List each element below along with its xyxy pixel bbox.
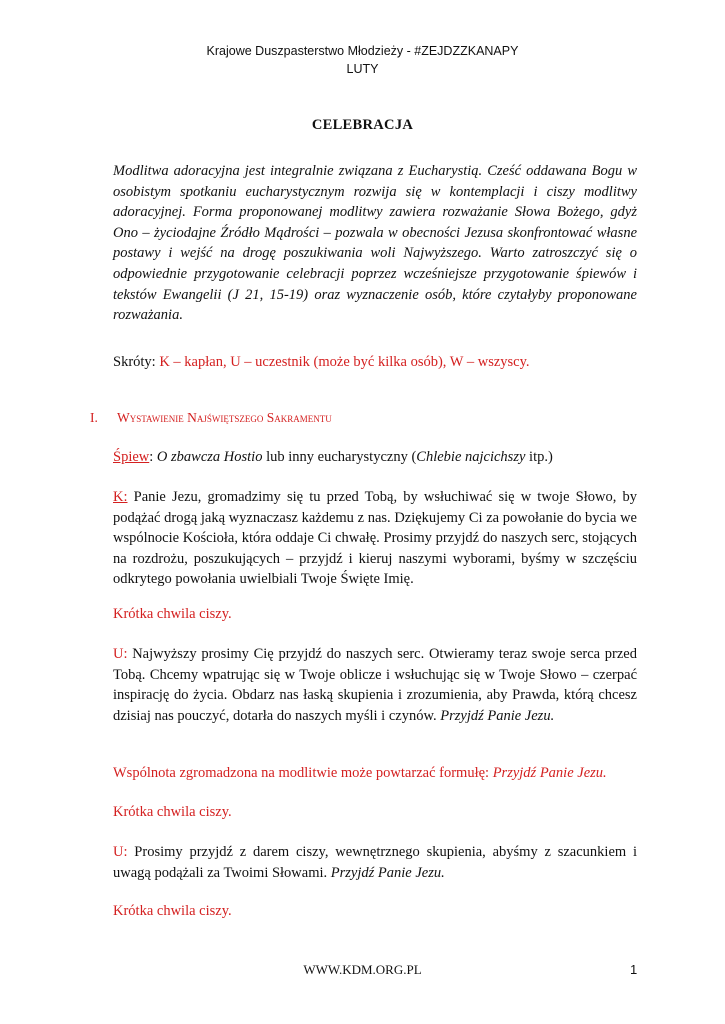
priest-label: K: (113, 489, 128, 505)
song-label: Śpiew (113, 449, 150, 465)
participant-label-2: U: (113, 844, 128, 860)
intro-paragraph: Modlitwa adoracyjna jest integralnie związana z Eucharystią. Cześć oddawana Bogu w osobistym spotkaniu eucharystycznym rozwija się w kontemplacji i ciszy modlitwy adoracyjnej. Forma proponowanej modlitwy zawiera rozważanie Słowa Bożego, gdyż Ono – życiodajne Źródło Mądrości – pozwala w obecności Jezusa skonfrontować własne postawy i wejść na drogę poszukiwania woli Najwyższego. Warto zatroszczyć się o odpowiednie przygotowanie celebracji poprzez wcześniejsze przygotowanie śpiewów i tekstów Ewangelii (J 21, 15-19) oraz wyznaczenie osób, które czytałyby proponowane rozważania. (113, 163, 637, 324)
song-line (113, 447, 637, 468)
participant-prayer-2-text: Prosimy przyjdź z darem ciszy, wewnętrznego skupienia, abyśmy z szacunkiem i uwagą podążali za Twoimi Słowami. (113, 844, 637, 881)
page-title: CELEBRACJA (311, 117, 414, 133)
song-sep: : (149, 449, 157, 465)
priest-prayer (113, 487, 637, 590)
participant-prayer-2-ending: Przyjdź Panie Jezu. (330, 864, 445, 881)
song-title-1: O zbawcza Hostio (156, 449, 263, 465)
abbreviations-text: K – kapłan, U – uczestnik (może być kilka osób), W – wszyscy. (159, 354, 530, 370)
section-number: I. (90, 410, 98, 425)
section-title: Wystawienie Najświętszego Sakramentu (117, 410, 332, 425)
priest-prayer-text: Panie Jezu, gromadzimy się tu przed Tobą, by wsłuchiwać się w twoje Słowo, by podążać drogą jaką wyznaczasz każdemu z nas. Dziękujemy Ci za powołanie do bycia we wspólnocie Kościoła, która oddaje Ci chwałę. Prosimy przyjdź do naszych serc, stojących na rozdrożu, poszukujących – przyjdź i kieruj naszymi wyborami, byśmy w szczęściu odkrytego powołania uwielbiali Twoje Święte Imię. (113, 489, 637, 588)
participant-label-1: U: (113, 646, 128, 662)
community-note (113, 763, 637, 784)
header-title: Krajowe Duszpasterstwo Młodzieży - #ZEJDZZKANAPY (206, 44, 519, 58)
song-end: itp.) (525, 449, 553, 465)
silence-note-2: Krótka chwila ciszy. (113, 804, 232, 820)
section-heading (90, 410, 332, 426)
abbreviations-label: Skróty: (113, 354, 160, 370)
footer-url: WWW.KDM.ORG.PL (303, 962, 422, 977)
song-title-2: Chlebie najcichszy (416, 449, 526, 465)
silence-note-1: Krótka chwila ciszy. (113, 606, 232, 622)
page-number: 1 (630, 962, 638, 977)
community-note-text: Wspólnota zgromadzona na modlitwie może powtarzać formułę: (113, 765, 493, 781)
silence-note-3: Krótka chwila ciszy. (113, 903, 232, 919)
header-month: LUTY (346, 62, 379, 76)
participant-prayer-2 (113, 842, 637, 883)
abbreviations (113, 352, 637, 373)
participant-prayer-1-text: Najwyższy prosimy Cię przyjdź do naszych serc. Otwieramy teraz swoje serca przed Tobą. Chcemy wpatrując się w Twoje oblicze i wsłuchując się w Twoje Słowo – czerpać inspirację do życia. Obdarz nas łaską skupienia i zrozumienia, aby Prawda, którą chcesz dzisiaj nas pouczyć, dotarła do naszych myśli i czynów. (113, 646, 637, 724)
song-middle: lub inny eucharystyczny ( (262, 449, 417, 465)
community-formula: Przyjdź Panie Jezu. (492, 765, 607, 781)
participant-prayer-1-ending: Przyjdź Panie Jezu. (440, 707, 555, 724)
participant-prayer-1 (113, 644, 637, 726)
